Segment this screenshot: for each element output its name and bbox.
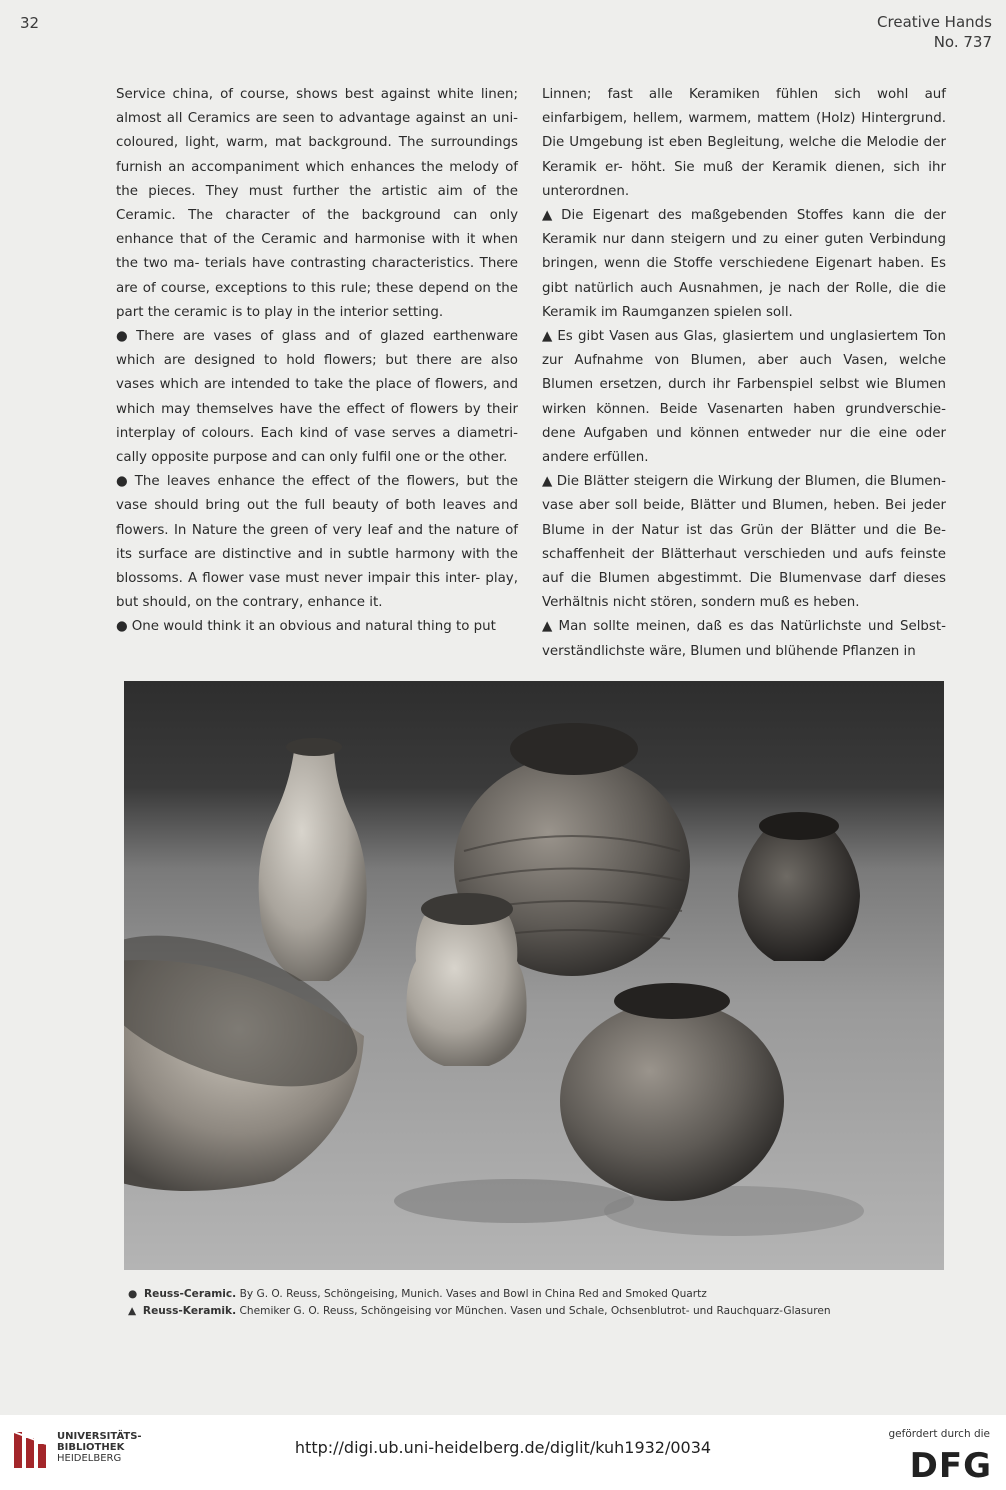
caption-english: ● Reuss-Ceramic. By G. O. Reuss, Schöngeising, Munich. Vases and Bowl in China Red and Smoked Quartz bbox=[128, 1288, 707, 1300]
triangle-marker: ▲ bbox=[542, 619, 555, 635]
english-paragraph-1: Service china, of course, shows best against white linen; almost all Ceramics are seen to advantage against an uni- coloured, light, warm, mat background. The surroundings furnish an accompaniment which enhances the melody of the pieces. They must further the artistic aim of the Ceramic. The character of the background can only enhance that of the Ceramic and harmonise with it when the two ma- terials have contrasting characteristics. There are of course, exceptions to this rule; these depend on the part the ceramic is to play in the interior setting. bbox=[116, 87, 518, 320]
triangle-marker: ▲ bbox=[542, 474, 553, 490]
german-paragraph-4: ▲ Die Blätter steigern die Wirkung der Blumen, die Blumen- vase aber soll beide, Blätter und Blumen, heben. Bei jeder Blume in der Natur ist das Grün der Blätter und die Be- schaffenheit der Blätterhaut verschieden und aufs feinste auf die Blumen abgestimmt. Die Blumenvase darf dieses Verhältnis nicht stören, sondern muß es heben. bbox=[542, 474, 946, 611]
german-column bbox=[542, 83, 946, 664]
ceramics-illustration bbox=[124, 681, 944, 1270]
bullet-marker: ● bbox=[116, 619, 128, 635]
german-paragraph-3: ▲ Es gibt Vasen aus Glas, glasiertem und unglasiertem Ton zur Aufnahme von Blumen, aber auch Vasen, welche Blumen ersetzen, durch ihr Farbenspiel selbst wie Blumen wirken können. Beide Vasenarten haben grundverschie- dene Aufgaben und können entweder nur die eine oder andere erfüllen. bbox=[542, 329, 946, 466]
front-round-vase bbox=[560, 983, 784, 1201]
running-head-issue: No. 737 bbox=[933, 33, 992, 51]
bullet-marker: ● bbox=[116, 329, 133, 345]
english-paragraph-3: ● The leaves enhance the effect of the flowers, but the vase should bring out the full beauty of both leaves and flowers. In Nature the green of very leaf and the nature of its surface are distinctive and in subtle harmony with the blossoms. A flower vase must never impair this inter- play, but should, on the contrary, enhance it. bbox=[116, 474, 518, 611]
library-name: UNIVERSITÄTS- BIBLIOTHEK HEIDELBERG bbox=[57, 1431, 142, 1464]
triangle-marker: ▲ bbox=[542, 208, 558, 224]
caption-german-text: Chemiker G. O. Reuss, Schöngeising vor München. Vasen und Schale, Ochsenblutrot- und Rauchquarz-Glasuren bbox=[239, 1305, 831, 1317]
small-dark-vase bbox=[738, 812, 860, 961]
tall-bottle-vase bbox=[259, 738, 367, 981]
caption-german-title: Reuss-Keramik. bbox=[142, 1305, 237, 1317]
funded-by-label: gefördert durch die bbox=[888, 1428, 990, 1440]
caption-german: ▲ Reuss-Keramik. Chemiker G. O. Reuss, Schöngeising vor München. Vasen und Schale, Ochsenblutrot- und Rauchquarz-Glasuren bbox=[128, 1305, 831, 1317]
english-paragraph-2: ● There are vases of glass and of glazed earthenware which are designed to hold flowers; but there are also vases which are intended to take the place of flowers, and which may themselves have the effect of flowers by their interplay of colours. Each kind of vase serves a diametri- cally opposite purpose and can only fulfil one or the other. bbox=[116, 329, 518, 466]
english-column bbox=[116, 83, 518, 640]
caption-english-title: Reuss-Ceramic. bbox=[144, 1288, 237, 1300]
permalink-url[interactable]: http://digi.ub.uni-heidelberg.de/diglit/kuh1932/0034 bbox=[294, 1438, 712, 1457]
medium-light-vase bbox=[406, 893, 526, 1066]
triangle-marker: ▲ bbox=[542, 329, 554, 345]
german-paragraph-5: ▲ Man sollte meinen, daß es das Natürlichste und Selbst- verständlichste wäre, Blumen und blühende Pflanzen in bbox=[542, 619, 946, 659]
running-head bbox=[877, 12, 992, 52]
dfg-logo: DFG bbox=[909, 1446, 992, 1486]
page-number: 32 bbox=[20, 14, 40, 32]
ceramics-photograph bbox=[124, 681, 944, 1270]
german-paragraph-1: Linnen; fast alle Keramiken fühlen sich wohl auf einfarbigem, hellem, warmem, mattem (Holz) Hintergrund. Die Umgebung ist eben Begleitung, welche die Melodie der Keramik er- höht. Sie muß der Keramik dienen, sich ihr unterordnen. bbox=[542, 87, 946, 199]
running-head-title: Creative Hands bbox=[877, 13, 992, 31]
german-paragraph-2: ▲ Die Eigenart des maßgebenden Stoffes kann die der Keramik nur dann steigern und zu einer guten Verbindung bringen, wenn die Stoffe verschiedene Eigenart haben. Es gibt natürlich auch Ausnahmen, je nach der Rolle, die die Keramik im Raumganzen spielen soll. bbox=[542, 208, 946, 320]
caption-english-text: By G. O. Reuss, Schöngeising, Munich. Vases and Bowl in China Red and Smoked Quartz bbox=[239, 1288, 707, 1300]
bullet-marker: ● bbox=[116, 474, 131, 490]
english-paragraph-4: ● One would think it an obvious and natural thing to put bbox=[116, 619, 496, 635]
